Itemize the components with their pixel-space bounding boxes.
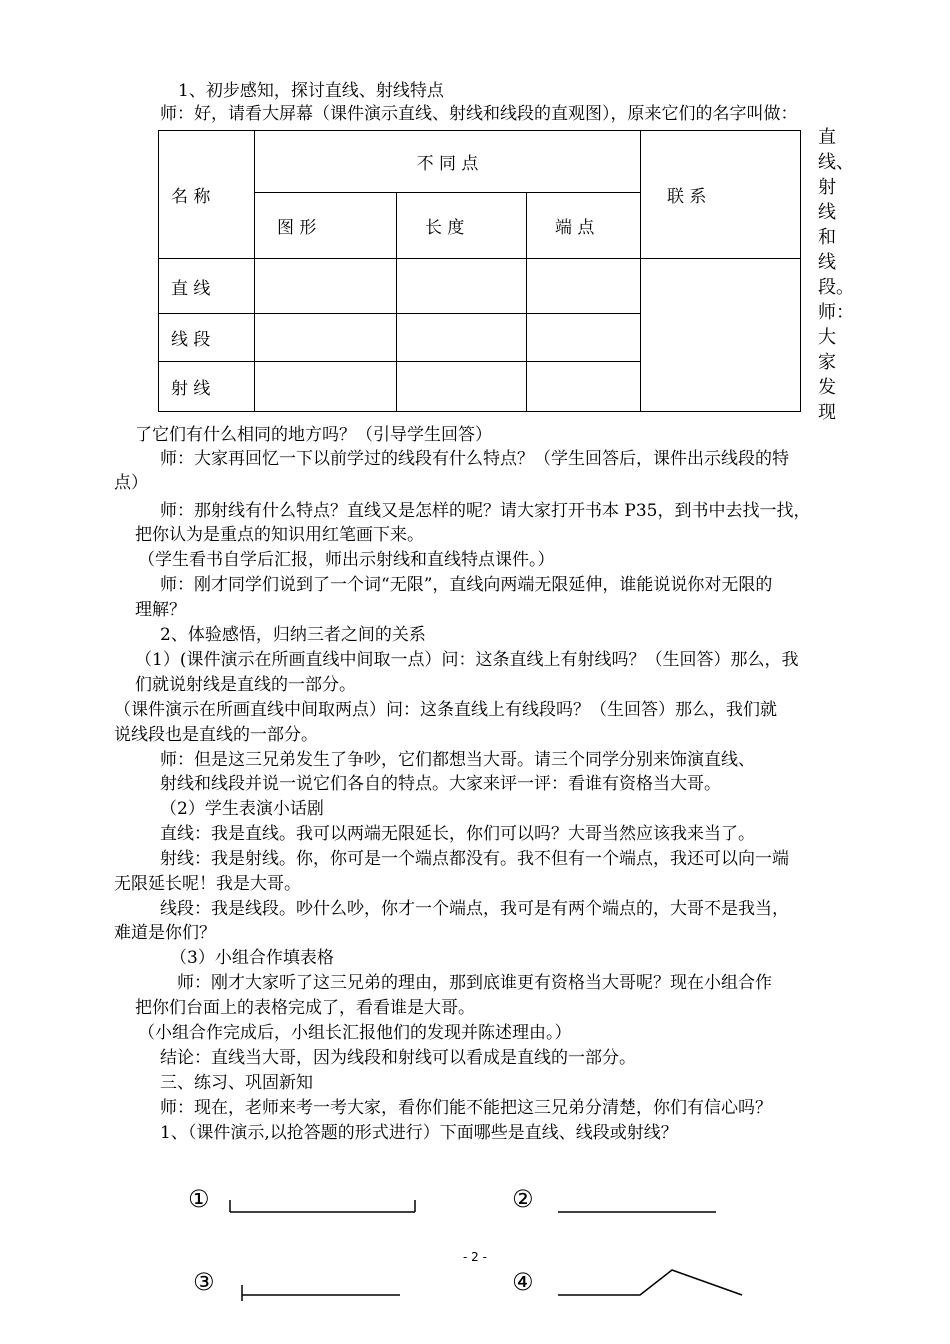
- endpoint-header: 端 点: [527, 193, 641, 259]
- paragraph: （小组合作完成后，小组长汇报他们的发现并陈述理由。）: [138, 1023, 572, 1043]
- page-number: - 2 -: [463, 1250, 487, 1264]
- side-char: 家: [818, 352, 836, 373]
- side-char: 发: [818, 377, 836, 398]
- paragraph: 师：刚才同学们说到了一个词“无限”，直线向两端无限延伸，谁能说说你对无限的: [160, 575, 773, 595]
- paragraph: 把你认为是重点的知识用红笔画下来。: [135, 525, 424, 545]
- figure-number-3: ③: [193, 1268, 215, 1296]
- paragraph: 把你们台面上的表格完成了，看看谁是大哥。: [135, 998, 475, 1018]
- paragraph: 师：好，请看大屏幕（课件演示直线、射线和线段的直观图），原来它们的名字叫做：: [160, 104, 798, 124]
- paragraph: （2）学生表演小话剧: [160, 799, 324, 819]
- paragraph: 结论：直线当大哥，因为线段和射线可以看成是直线的一部分。: [160, 1048, 636, 1068]
- figure-4-polyline: [558, 1270, 742, 1295]
- row-label-segment: 线 段: [159, 313, 255, 361]
- paragraph: （1）(课件演示在所画直线中间取一点）问：这条直线上有射线吗？（生回答）那么，我: [135, 650, 799, 670]
- side-char: 线、: [818, 152, 854, 173]
- paragraph: 直线：我是直线。我可以两端无限延长，你们可以吗？大哥当然应该我来当了。: [160, 824, 755, 844]
- paragraph: 师：刚才大家听了这三兄弟的理由，那到底谁更有资格当大哥呢？现在小组合作: [177, 973, 772, 993]
- paragraph: 线段：我是线段。吵什么吵，你才一个端点，我可是有两个端点的，大哥不是我当，: [160, 899, 789, 919]
- row-label-line: 直 线: [159, 259, 255, 313]
- section-heading-2: 2、体验感悟，归纳三者之间的关系: [160, 625, 426, 645]
- paragraph: 无限延长呢！我是大哥。: [114, 874, 301, 894]
- paragraph: 射线：我是射线。你，你可是一个端点都没有。我不但有一个端点，我还可以向一端: [160, 849, 789, 869]
- paragraph: （课件演示在所画直线中间取两点）问：这条直线上有线段吗？（生回答）那么，我们就: [114, 700, 777, 720]
- figure-number-2: ②: [512, 1185, 534, 1213]
- side-char: 线: [818, 252, 836, 273]
- side-char: 现: [818, 402, 836, 423]
- paragraph: （3）小组合作填表格: [170, 948, 334, 968]
- shape-header: 图 形: [255, 193, 397, 259]
- figure-number-1: ①: [188, 1185, 210, 1213]
- side-char: 师：: [818, 302, 854, 323]
- section-heading-3: 三、练习、巩固新知: [160, 1073, 313, 1093]
- paragraph: 师：但是这三兄弟发生了争吵，它们都想当大哥。请三个同学分别来饰演直线、: [160, 750, 755, 770]
- side-char: 和: [818, 227, 836, 248]
- paragraph: 师：那射线有什么特点？直线又是怎样的呢？请大家打开书本 P35，到书中去找一找，: [160, 501, 811, 521]
- side-char: 段。: [818, 277, 854, 298]
- length-header: 长 度: [397, 193, 527, 259]
- paragraph: 射线和线段并说一说它们各自的特点。大家来评一评：看谁有资格当大哥。: [160, 774, 721, 794]
- paragraph: 了它们有什么相同的地方吗？（引导学生回答）: [135, 425, 492, 445]
- paragraph: 师：现在，老师来考一考大家，看你们能不能把这三兄弟分清楚，你们有信心吗？: [160, 1098, 772, 1118]
- paragraph: 1、（课件演示,以抢答题的形式进行）下面哪些是直线、线段或射线？: [160, 1123, 678, 1143]
- figure-number-4: ④: [512, 1268, 534, 1296]
- relation-header: 联 系: [641, 131, 801, 259]
- paragraph: 师：大家再回忆一下以前学过的线段有什么特点？（学生回答后，课件出示线段的特: [160, 449, 789, 469]
- paragraph: 说线段也是直线的一部分。: [114, 725, 318, 745]
- name-header: 名 称: [159, 131, 255, 259]
- paragraph: 理解？: [135, 600, 186, 620]
- side-char: 直: [818, 127, 836, 148]
- section-heading-1: 1、初步感知，探讨直线、射线特点: [178, 81, 444, 101]
- paragraph: 点）: [114, 473, 148, 493]
- paragraph: 难道是你们？: [114, 923, 216, 943]
- side-char: 线: [818, 202, 836, 223]
- paragraph: 们就说射线是直线的一部分。: [135, 675, 356, 695]
- paragraph: （学生看书自学后汇报，师出示射线和直线特点课件。）: [138, 550, 555, 570]
- row-label-ray: 射 线: [159, 361, 255, 411]
- side-char: 大: [818, 327, 836, 348]
- difference-header: 不 同 点: [255, 131, 641, 193]
- side-char: 射: [818, 177, 836, 198]
